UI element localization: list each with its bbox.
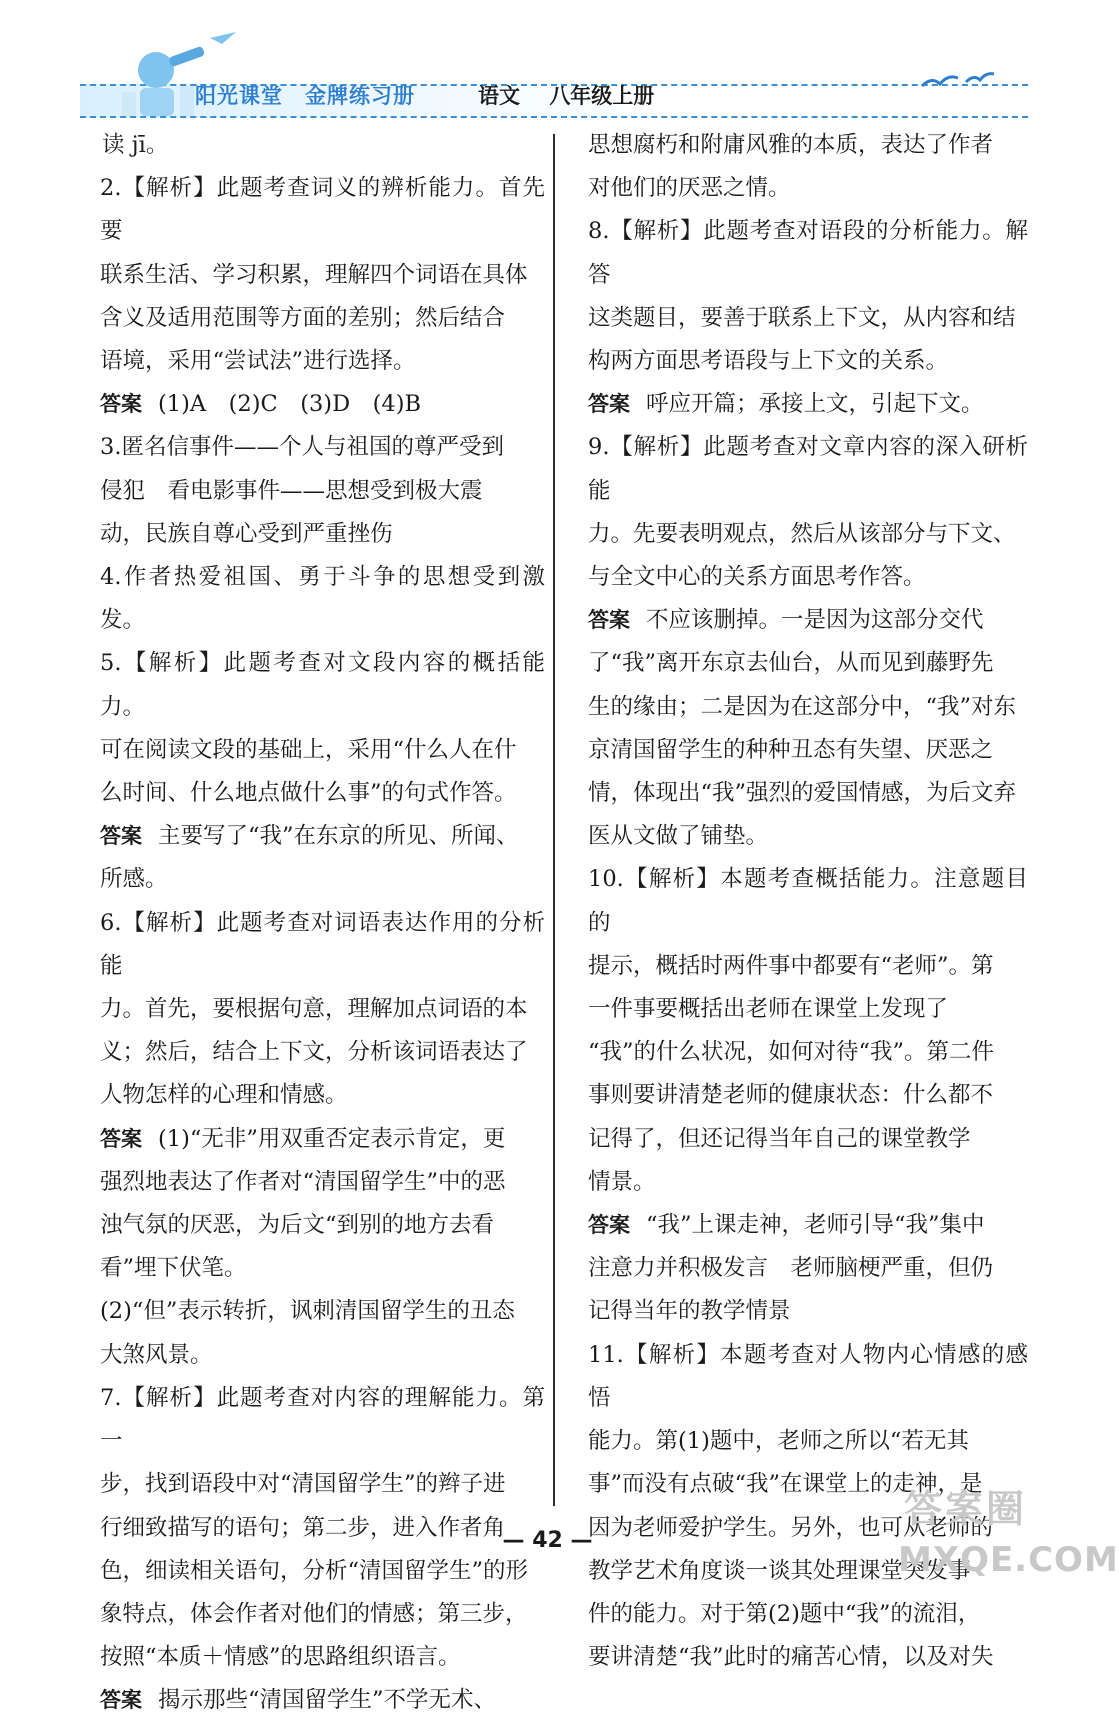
answer-text: 不应该删掉。一是因为这部分交代: [646, 607, 984, 634]
text-line: 情景。: [588, 1168, 656, 1195]
text-line: 象特点，体会作者对他们的情感；第三步，: [100, 1600, 528, 1627]
answer-line: [100, 1118, 545, 1161]
item-6-line: 6.【解析】此题考查对词语表达作用的分析能: [100, 909, 545, 979]
birds-icon: [918, 64, 998, 94]
text-line: 人物怎样的心理和情感。: [100, 1082, 348, 1109]
answer-text: 呼应开篇；承接上文，引起下文。: [646, 391, 984, 418]
left-column: [100, 124, 545, 1723]
answer-label: 答案: [100, 1126, 142, 1151]
text-line: 大煞风景。: [100, 1341, 213, 1368]
item-5-line: 5.【解析】此题考查对文段内容的概括能力。: [100, 650, 545, 720]
text-line: 京清国留学生的种种丑态有失望、厌恶之: [588, 736, 994, 763]
right-column: [588, 124, 1028, 1679]
answer-text: (1)A (2)C (3)D (4)B: [158, 391, 422, 418]
item-2-line: 2.【解析】此题考查词义的辨析能力。首先要: [100, 175, 545, 245]
text-line: 因为老师爱护学生。另外，也可从老师的: [588, 1514, 994, 1541]
text-line: 教学艺术角度谈一谈其处理课堂突发事: [588, 1557, 971, 1584]
text-line: 提示，概括时两件事中都要有“老师”。第: [588, 952, 994, 979]
text-line: 读 jī。: [102, 132, 169, 158]
watermark: [890, 1478, 1119, 1596]
answer-label: 答案: [588, 608, 630, 633]
text-line: 构两方面思考语段与上下文的关系。: [588, 348, 949, 375]
text-line: 力。首先，要根据句意，理解加点词语的本: [100, 996, 528, 1023]
answer-line: [100, 815, 545, 858]
text-line: 义；然后，结合上下文，分析该词语表达了: [100, 1039, 528, 1066]
text-line: 事则要讲清楚老师的健康状态：什么都不: [588, 1082, 994, 1109]
subject-label: 语文: [478, 84, 520, 108]
item-11-line: 11.【解析】本题考查对人物内心情感的感悟: [588, 1341, 1028, 1411]
answer-text: (1)“无非”用双重否定表示肯定，更: [158, 1125, 506, 1152]
text-line: 记得了，但还记得当年自己的课堂教学: [588, 1125, 971, 1152]
answer-line: [100, 1679, 545, 1722]
answer-label: 答案: [100, 392, 142, 417]
grade-label: 八年级上册: [549, 84, 655, 108]
answer-text: 揭示那些“清国留学生”不学无术、: [158, 1687, 497, 1714]
text-line: 步，找到语段中对“清国留学生”的辫子进: [100, 1471, 506, 1498]
text-line: 情，体现出“我”强烈的爱国情感，为后文弃: [588, 780, 1017, 807]
text-line: 联系生活、学习积累，理解四个词语在具体: [100, 261, 528, 288]
brand-title: 阳光课堂 金牌练习册: [195, 84, 415, 108]
text-line: 色，细读相关语句，分析“清国留学生”的形: [100, 1557, 529, 1584]
column-divider: [553, 134, 555, 1506]
answer-line: [100, 383, 545, 426]
text-line: 能力。第(1)题中，老师之所以“若无其: [588, 1428, 969, 1455]
text-line: 这类题目，要善于联系上下文，从内容和结: [588, 304, 1016, 331]
page-header: [0, 0, 1095, 128]
watermark-logo-text: 答案圈: [904, 1487, 1028, 1531]
text-line: 行细致描写的语句；第二步，进入作者角: [100, 1514, 506, 1541]
answer-text: “我”上课走神，老师引导“我”集中: [646, 1212, 985, 1239]
text-line: 侵犯 看电影事件——思想受到极大震: [100, 477, 483, 504]
text-line: 事”而没有点破“我”在课堂上的走神，是: [588, 1471, 983, 1498]
watermark-url: MXQE.COM: [898, 1540, 1119, 1580]
answer-line: [588, 1204, 1028, 1247]
text-line: 强烈地表达了作者对“清国留学生”中的恶: [100, 1168, 506, 1195]
answer-text: 主要写了“我”在东京的所见、所闻、: [158, 823, 519, 850]
text-line: 注意力并积极发言 老师脑梗严重，但仍: [588, 1255, 994, 1282]
text-line: 对他们的厌恶之情。: [588, 175, 791, 202]
text-line: 生的缘由；二是因为在这部分中，“我”对东: [588, 693, 1017, 720]
answer-label: 答案: [588, 392, 630, 417]
text-line: 要讲清楚“我”此时的痛苦心情，以及对失: [588, 1644, 994, 1671]
answer-line: [588, 599, 1028, 642]
text-line: 么时间、什么地点做什么事”的句式作答。: [100, 780, 517, 807]
text-line: 件的能力。对于第(2)题中“我”的流泪，: [588, 1600, 981, 1627]
answer-label: 答案: [100, 824, 142, 849]
text-line: “我”的什么状况，如何对待“我”。第二件: [588, 1039, 995, 1066]
item-8-line: 8.【解析】此题考查对语段的分析能力。解答: [588, 218, 1028, 288]
text-line: 了“我”离开东京去仙台，从而见到藤野先: [588, 650, 994, 677]
text-line: 动，民族自尊心受到严重挫伤: [100, 520, 393, 547]
item-9-line: 9.【解析】此题考查对文章内容的深入研析能: [588, 434, 1028, 504]
text-line: 可在阅读文段的基础上，采用“什么人在什: [100, 736, 517, 763]
text-line: 所感。: [100, 866, 168, 893]
item-4-line: 4.作者热爱祖国、勇于斗争的思想受到激发。: [100, 564, 545, 634]
text-line: 思想腐朽和附庸风雅的本质，表达了作者: [588, 132, 994, 158]
item-10-line: 10.【解析】本题考查概括能力。注意题目的: [588, 866, 1028, 936]
text-line: 与全文中心的关系方面思考作答。: [588, 564, 926, 591]
text-line: 按照“本质＋情感”的思路组织语言。: [100, 1644, 461, 1671]
text-line: 含义及适用范围等方面的差别；然后结合: [100, 304, 506, 331]
item-7-line: 7.【解析】此题考查对内容的理解能力。第一: [100, 1384, 545, 1455]
book-subtitle: [478, 80, 676, 110]
text-line: 浊气氛的厌恶，为后文“到别的地方去看: [100, 1212, 495, 1239]
text-line: (2)“但”表示转折，讽刺清国留学生的丑态: [100, 1298, 515, 1325]
page-number: — 42 —: [502, 1528, 593, 1553]
text-line: 医从文做了铺垫。: [588, 823, 769, 850]
answer-line: [588, 383, 1028, 426]
text-line: 语境，采用“尝试法”进行选择。: [100, 348, 416, 375]
answer-label: 答案: [588, 1213, 630, 1238]
answer-label: 答案: [100, 1688, 142, 1713]
text-line: 一件事要概括出老师在课堂上发现了: [588, 996, 949, 1023]
text-line: 看”埋下伏笔。: [100, 1255, 247, 1282]
text-line: 记得当年的教学情景: [588, 1298, 791, 1325]
text-line: 力。先要表明观点，然后从该部分与下文、: [588, 520, 1016, 547]
item-3-line: 3.匿名信事件——个人与祖国的尊严受到: [100, 434, 504, 461]
